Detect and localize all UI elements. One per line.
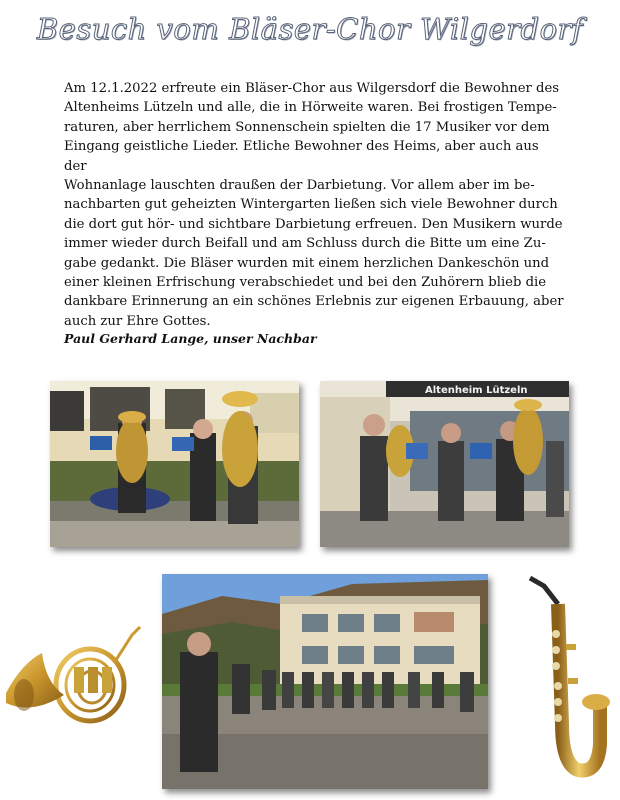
article-line: Wohnanlage lauschten draußen der Darbietung. Vor allem aber im be- bbox=[64, 178, 535, 194]
article-line: raturen, aber herrlichem Sonnenschein spielten die 17 Musiker vor dem bbox=[64, 119, 550, 135]
article-body bbox=[64, 79, 564, 331]
article-line: gabe gedankt. Die Bläser wurden mit einem herzlichen Dankeschön und bbox=[64, 255, 550, 271]
altenheim-sign: Altenheim Lützeln bbox=[425, 385, 528, 396]
signature: Paul Gerhard Lange, unser Nachbar bbox=[64, 331, 317, 346]
article-line: einer kleinen Erfrischung verabschiedet und bei den Zuhörern blieb die bbox=[64, 275, 547, 291]
photo-musicians-entrance bbox=[50, 381, 299, 547]
french-horn-icon bbox=[2, 623, 146, 733]
article-line: immer wieder durch Beifall und am Schluss durch die Bitte um eine Zu- bbox=[64, 236, 546, 252]
article-line: Altenheims Lützeln und alle, die in Hörweite waren. Bei frostigen Tempe- bbox=[64, 100, 557, 116]
photo-band-wide bbox=[162, 574, 488, 789]
article-line: die dort gut hör- und sichtbare Darbietung erfreuen. Den Musikern wurde bbox=[64, 216, 563, 232]
article-line: Am 12.1.2022 erfreute ein Bläser-Chor aus Wilgersdorf die Bewohner des bbox=[64, 81, 560, 96]
page-title: Besuch vom Bläser-Chor Wilgerdorf bbox=[36, 12, 584, 46]
article-line: Eingang geistliche Lieder. Etliche Bewohner des Heims, aber auch aus der bbox=[64, 139, 539, 174]
article-line: nachbarten gut geheizten Wintergarten ließen sich viele Bewohner durch bbox=[64, 197, 558, 213]
article-line: dankbare Erinnerung an ein schönes Erlebnis zur eigenen Erbauung, aber bbox=[64, 294, 564, 310]
photo-musicians-altenheim bbox=[320, 381, 569, 547]
article-line: auch zur Ehre Gottes. bbox=[64, 313, 211, 329]
saxophone-icon bbox=[518, 574, 610, 792]
